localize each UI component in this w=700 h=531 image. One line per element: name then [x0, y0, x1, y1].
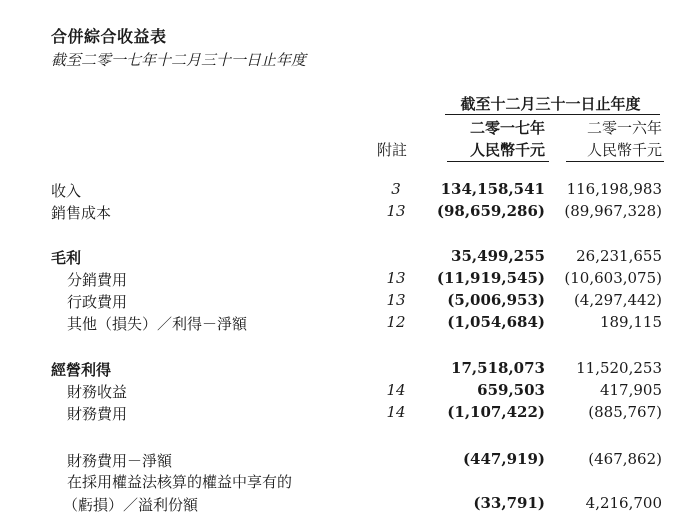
row-note: 14	[386, 403, 406, 421]
row-note: 13	[386, 291, 406, 309]
row-label: 在採用權益法核算的權益中享有的	[67, 473, 293, 491]
row-prior-value: (4,297,442)	[573, 291, 662, 309]
row-prior-value: 116,198,983	[566, 180, 662, 198]
table-row	[0, 313, 700, 335]
row-current-value: (447,919)	[462, 450, 545, 468]
prior-year-header: 二零一六年	[586, 119, 662, 137]
row-note: 3	[391, 180, 401, 198]
row-current-value: (5,006,953)	[447, 291, 545, 309]
row-current-value: (11,919,545)	[436, 269, 545, 287]
row-label: 其他（損失）／利得－淨額	[67, 315, 248, 333]
row-label: 收入	[51, 182, 82, 200]
table-row	[0, 494, 700, 516]
table-row	[0, 403, 700, 425]
prior-year-unit: 人民幣千元	[586, 141, 662, 159]
current-year-header: 二零一七年	[469, 119, 545, 137]
row-prior-value: 11,520,253	[576, 359, 662, 377]
row-label: 毛利	[51, 249, 82, 267]
row-label: 財務收益	[67, 383, 128, 401]
row-current-value: 35,499,255	[451, 247, 545, 265]
table-row	[0, 202, 700, 224]
row-current-value: 134,158,541	[440, 180, 545, 198]
row-label: 分銷費用	[67, 271, 128, 289]
row-label: 財務費用－淨額	[67, 452, 173, 470]
row-current-value: 659,503	[477, 381, 545, 399]
period-header: 截至十二月三十一日止年度	[460, 95, 641, 113]
row-label: 行政費用	[67, 293, 128, 311]
row-prior-value: (885,767)	[588, 403, 662, 421]
table-row	[0, 269, 700, 291]
row-prior-value: (89,967,328)	[564, 202, 662, 220]
table-row	[0, 180, 700, 202]
row-note: 13	[386, 269, 406, 287]
row-current-value: 17,518,073	[451, 359, 545, 377]
row-current-value: (1,054,684)	[447, 313, 545, 331]
table-row	[0, 471, 700, 493]
notes-column-header: 附註	[376, 141, 407, 159]
row-current-value: (1,107,422)	[447, 403, 545, 421]
row-prior-value: (467,862)	[588, 450, 662, 468]
row-note: 14	[386, 381, 406, 399]
period-header-rule	[445, 114, 660, 115]
row-current-value: (98,659,286)	[436, 202, 545, 220]
row-note: 13	[386, 202, 406, 220]
row-prior-value: 189,115	[599, 313, 662, 331]
row-label: （虧損）／溢利份額	[63, 496, 199, 514]
table-row	[0, 359, 700, 381]
row-label: 經營利得	[51, 361, 112, 379]
row-current-value: (33,791)	[473, 494, 545, 512]
row-note: 12	[386, 313, 406, 331]
prior-year-header-rule	[566, 161, 664, 162]
row-label: 財務費用	[67, 405, 128, 423]
current-year-header-rule	[447, 161, 549, 162]
row-prior-value: 417,905	[599, 381, 662, 399]
row-prior-value: 4,216,700	[585, 494, 662, 512]
table-row	[0, 291, 700, 313]
row-prior-value: 26,231,655	[576, 247, 662, 265]
statement-subtitle: 截至二零一七年十二月三十一日止年度	[51, 51, 307, 69]
table-row	[0, 450, 700, 472]
row-prior-value: (10,603,075)	[564, 269, 662, 287]
table-row	[0, 247, 700, 269]
statement-title: 合併綜合收益表	[51, 27, 167, 46]
current-year-unit: 人民幣千元	[469, 141, 545, 159]
row-label: 銷售成本	[51, 204, 112, 222]
table-row	[0, 381, 700, 403]
